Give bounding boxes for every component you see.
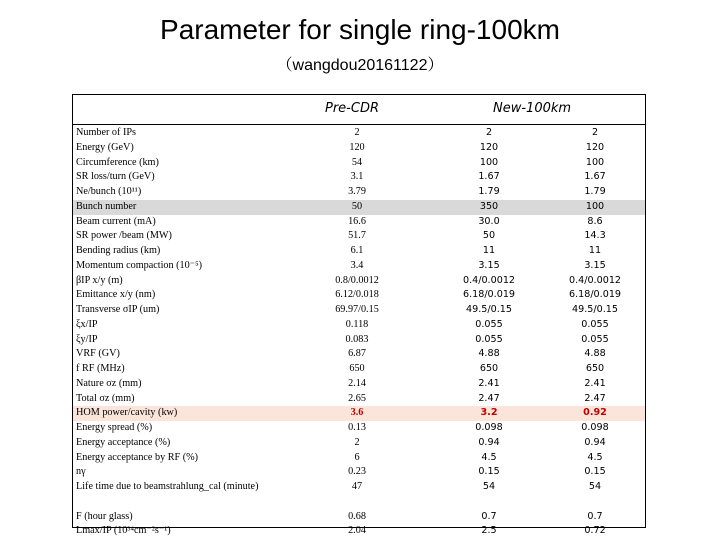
new-100km-value-a: 50 <box>482 230 496 242</box>
new-100km-value-b: 120 <box>585 141 605 153</box>
table-row <box>73 333 645 348</box>
row-label: Energy spread (%) <box>76 422 153 433</box>
row-label: Lmax/IP (10³⁴cm⁻²s⁻¹) <box>76 525 171 537</box>
table-row <box>73 215 645 230</box>
table-row <box>73 303 645 318</box>
new-100km-value-a: 2.41 <box>478 377 500 389</box>
new-100km-value-b: 4.88 <box>584 348 606 360</box>
row-label: ξy/IP <box>76 333 98 345</box>
new-100km-value-a: 0.055 <box>475 333 503 345</box>
row-label: VRF (GV) <box>76 348 120 360</box>
new-100km-value-b: 0.4/0.0012 <box>568 274 622 286</box>
row-label: HOM power/cavity (kw) <box>76 407 178 419</box>
pre-cdr-value: 120 <box>349 141 365 153</box>
row-label: Ne/bunch (10¹¹) <box>76 186 142 197</box>
new-100km-value-b: 2.47 <box>584 392 606 404</box>
new-100km-value-b: 100 <box>585 200 605 212</box>
row-label: Bending radius (km) <box>76 245 161 256</box>
new-100km-value-a: 0.098 <box>475 422 503 433</box>
new-100km-value-b: 0.098 <box>581 422 609 433</box>
row-label: Energy acceptance (%) <box>76 436 171 448</box>
pre-cdr-value: 0.68 <box>348 510 366 522</box>
row-label: Energy acceptance by RF (%) <box>76 451 199 463</box>
pre-cdr-value: 0.118 <box>345 318 369 330</box>
table-row <box>73 524 645 539</box>
row-label: Bunch number <box>76 200 137 212</box>
row-label: Nature σz (mm) <box>76 377 142 389</box>
table-row <box>73 465 645 480</box>
new-100km-value-a: 49.5/0.15 <box>466 304 512 315</box>
slide-title: Parameter for single ring-100km <box>160 14 560 45</box>
row-label: Circumference (km) <box>76 156 159 168</box>
new-100km-value-a: 650 <box>479 363 499 374</box>
pre-cdr-value: 6.12/0.018 <box>335 289 379 301</box>
table-body <box>73 126 645 539</box>
row-label: Emittance x/y (nm) <box>76 289 156 301</box>
row-label: Total σz (mm) <box>76 392 135 404</box>
row-label: Transverse σIP (um) <box>76 304 160 315</box>
new-100km-value-b: 650 <box>585 363 605 374</box>
pre-cdr-value: 54 <box>351 156 363 168</box>
table-row <box>73 141 645 156</box>
pre-cdr-value: 3.4 <box>350 259 364 271</box>
new-100km-value-b: 0.94 <box>584 436 606 448</box>
pre-cdr-value: 2.04 <box>348 525 366 537</box>
new-100km-value-a: 0.055 <box>475 318 503 330</box>
new-100km-value-b: 11 <box>588 245 602 256</box>
pre-cdr-value: 3.6 <box>350 407 364 419</box>
table-row <box>73 480 645 510</box>
table-row <box>73 436 645 451</box>
new-100km-value-b: 8.6 <box>587 215 603 227</box>
new-100km-value-a: 2 <box>485 127 493 138</box>
new-100km-value-a: 1.79 <box>478 186 500 197</box>
new-100km-value-a: 3.15 <box>478 259 500 271</box>
new-100km-value-b: 0.055 <box>581 318 609 330</box>
new-100km-value-a: 30.0 <box>478 215 500 227</box>
pre-cdr-value: 650 <box>349 363 365 374</box>
new-100km-value-a: 1.67 <box>478 171 500 183</box>
pre-cdr-value: 0.8/0.0012 <box>335 274 379 286</box>
new-100km-value-a: 100 <box>479 156 499 168</box>
pre-cdr-value: 69.97/0.15 <box>335 304 379 315</box>
column-header-new-100km: New-100km <box>493 101 572 116</box>
new-100km-value-b: 0.92 <box>583 407 607 419</box>
new-100km-value-a: 4.5 <box>481 451 497 463</box>
pre-cdr-value: 2.65 <box>348 392 366 404</box>
pre-cdr-value: 6 <box>354 451 360 463</box>
table-row <box>73 406 645 421</box>
new-100km-value-a: 4.88 <box>478 348 500 360</box>
table-row <box>73 126 645 141</box>
table-row <box>73 510 645 525</box>
new-100km-value-b: 1.67 <box>584 171 606 183</box>
new-100km-value-b: 2.41 <box>584 377 606 389</box>
new-100km-value-a: 11 <box>482 245 496 256</box>
table-header <box>73 95 645 125</box>
pre-cdr-value: 51.7 <box>348 230 366 242</box>
table-row <box>73 288 645 303</box>
table-row <box>73 392 645 407</box>
new-100km-value-a: 3.2 <box>480 407 498 419</box>
row-label: SR loss/turn (GeV) <box>76 171 155 183</box>
pre-cdr-value: 3.79 <box>348 186 366 197</box>
table-row <box>73 259 645 274</box>
new-100km-value-b: 4.5 <box>587 451 603 463</box>
row-label: Number of IPs <box>76 127 136 138</box>
table-row <box>73 170 645 185</box>
slide-subtitle: （wangdou20161122） <box>276 57 444 74</box>
pre-cdr-value: 2 <box>354 436 360 448</box>
row-label: nγ <box>76 466 86 478</box>
pre-cdr-value: 0.13 <box>348 422 366 433</box>
new-100km-value-a: 2.5 <box>481 525 497 537</box>
new-100km-value-b: 0.72 <box>584 525 606 537</box>
new-100km-value-b: 2 <box>591 127 599 138</box>
table-row <box>73 421 645 436</box>
new-100km-value-b: 0.15 <box>584 466 606 478</box>
table-row <box>73 274 645 289</box>
pre-cdr-value: 2.14 <box>348 377 366 389</box>
row-label: f RF (MHz) <box>76 363 125 374</box>
new-100km-value-b: 1.79 <box>584 186 606 197</box>
new-100km-value-b: 6.18/0.019 <box>568 289 622 301</box>
new-100km-value-a: 350 <box>479 200 499 212</box>
new-100km-value-a: 6.18/0.019 <box>462 289 516 301</box>
new-100km-value-a: 54 <box>482 481 496 492</box>
new-100km-value-a: 0.15 <box>478 466 500 478</box>
new-100km-value-a: 0.7 <box>481 510 497 522</box>
table-row <box>73 185 645 200</box>
new-100km-value-b: 54 <box>588 481 602 492</box>
table-row <box>73 318 645 333</box>
new-100km-value-b: 49.5/0.15 <box>572 304 618 315</box>
row-label: SR power /beam (MW) <box>76 230 172 242</box>
row-label: Energy (GeV) <box>76 141 134 153</box>
new-100km-value-b: 100 <box>585 156 605 168</box>
column-header-pre-cdr: Pre-CDR <box>325 101 379 116</box>
table-row <box>73 362 645 377</box>
table-row <box>73 244 645 259</box>
pre-cdr-value: 0.23 <box>348 466 366 478</box>
parameter-table <box>72 94 646 537</box>
row-label: F (hour glass) <box>76 510 133 522</box>
new-100km-value-a: 0.4/0.0012 <box>462 274 516 286</box>
table-row <box>73 451 645 466</box>
new-100km-value-a: 2.47 <box>478 392 500 404</box>
pre-cdr-value: 16.6 <box>348 215 366 227</box>
table-row <box>73 156 645 171</box>
table-row <box>73 229 645 244</box>
table-row <box>73 347 645 362</box>
row-label: Life time due to beamstrahlung_cal (minute) <box>76 481 259 492</box>
pre-cdr-value: 3.1 <box>350 171 364 183</box>
row-label: Beam current (mA) <box>76 215 156 227</box>
pre-cdr-value: 47 <box>351 481 363 492</box>
table-row <box>73 200 645 215</box>
new-100km-value-b: 14.3 <box>584 230 606 242</box>
table-row <box>73 377 645 392</box>
new-100km-value-b: 0.7 <box>587 510 603 522</box>
new-100km-value-b: 3.15 <box>584 259 606 271</box>
row-label: ξx/IP <box>76 318 98 330</box>
row-label: Momentum compaction (10⁻⁵) <box>76 259 203 271</box>
pre-cdr-value: 2 <box>354 127 360 138</box>
new-100km-value-a: 0.94 <box>478 436 500 448</box>
new-100km-value-b: 0.055 <box>581 333 609 345</box>
row-label: βIP x/y (m) <box>76 274 123 286</box>
pre-cdr-value: 6.87 <box>348 348 366 360</box>
new-100km-value-a: 120 <box>479 141 499 153</box>
pre-cdr-value: 50 <box>351 200 363 212</box>
pre-cdr-value: 6.1 <box>350 245 364 256</box>
pre-cdr-value: 0.083 <box>345 333 369 345</box>
